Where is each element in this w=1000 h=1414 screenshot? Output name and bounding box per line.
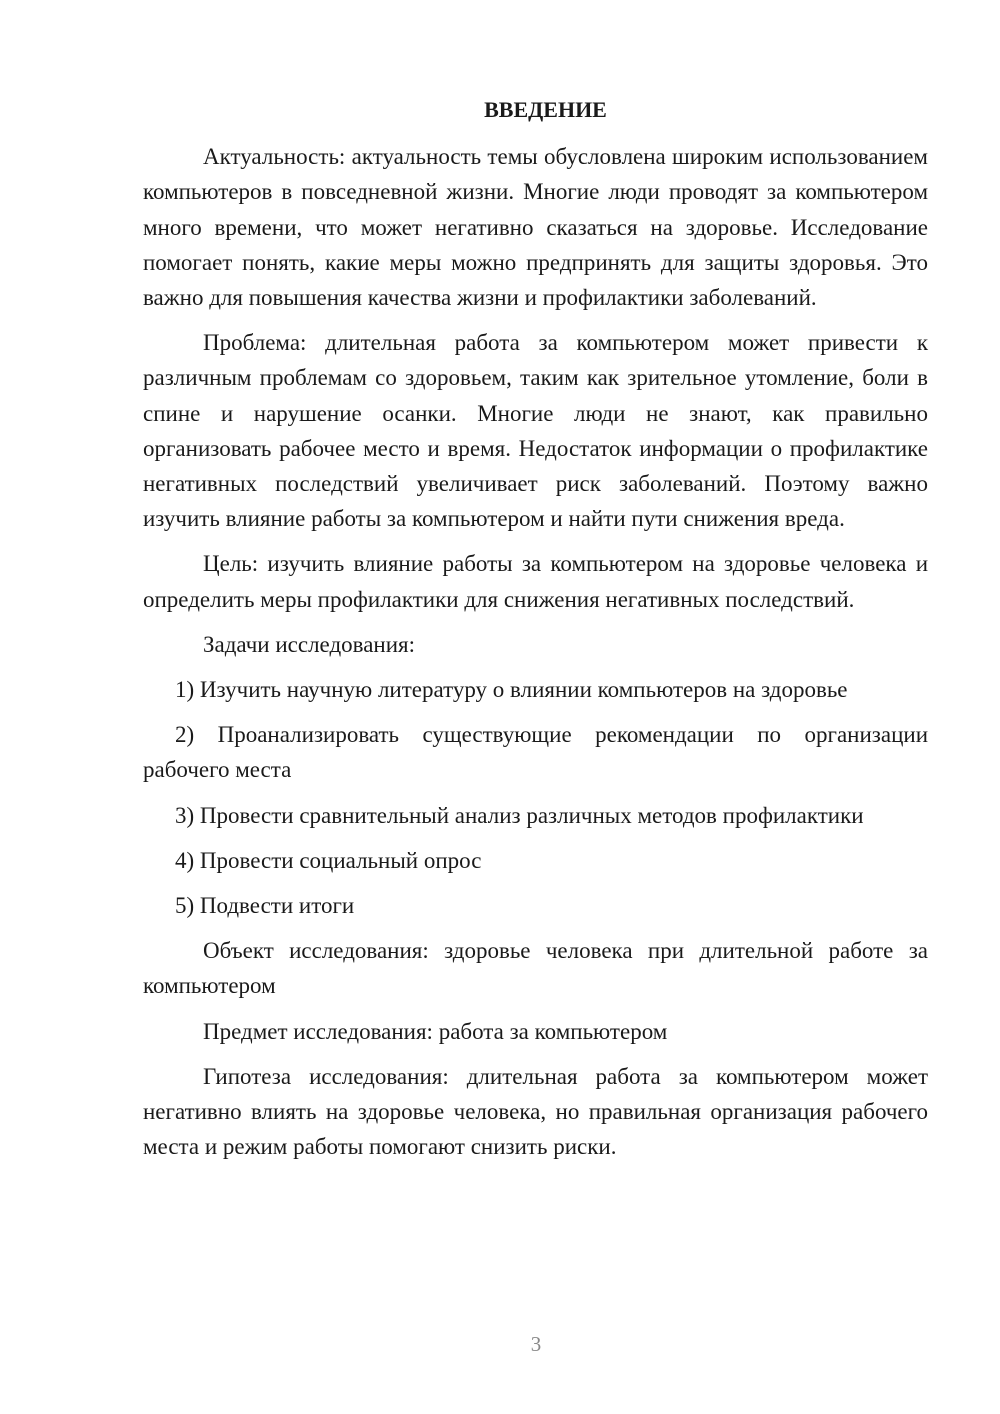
task-item: 5) Подвести итоги	[175, 893, 355, 919]
subject-paragraph: Предмет исследования: работа за компьютером	[203, 1018, 668, 1044]
task-item: 3) Провести сравнительный анализ различных методов профилактики	[175, 802, 864, 828]
task-item: 1) Изучить научную литературу о влиянии компьютеров на здоровье	[175, 677, 848, 703]
relevance-paragraph: Актуальность: актуальность темы обусловлена широким использованием компьютеров в повседневной жизни. Многие люди проводят за компьютером много времени, что может негативно сказаться на здоровье. Исследование помогает понять, какие меры можно предпринять для защиты здоровья. Это важно для повышения качества жизни и профилактики заболеваний.	[143, 144, 928, 311]
section-title: ВВЕДЕНИЕ	[484, 97, 607, 122]
task-item: 4) Провести социальный опрос	[175, 847, 482, 873]
page-number: 3	[530, 1332, 542, 1356]
document-page	[143, 92, 928, 1174]
task-item: 2) Проанализировать существующие рекомендации по организации рабочего места	[143, 722, 928, 783]
hypothesis-paragraph: Гипотеза исследования: длительная работа за компьютером может негативно влиять на здоровье человека, но правильная организация рабочего места и режим работы помогают снизить риски.	[143, 1063, 928, 1160]
goal-paragraph: Цель: изучить влияние работы за компьютером на здоровье человека и определить меры профилактики для снижения негативных последствий.	[143, 551, 928, 612]
tasks-heading: Задачи исследования:	[203, 631, 416, 657]
object-paragraph: Объект исследования: здоровье человека при длительной работе за компьютером	[143, 938, 928, 999]
problem-paragraph: Проблема: длительная работа за компьютером может привести к различным проблемам со здоровьем, таким как зрительное утомление, боли в спине и нарушение осанки. Многие люди не знают, как правильно организовать рабочее место и время. Недостаток информации о профилактике негативных последствий увеличивает риск заболеваний. Поэтому важно изучить влияние работы за компьютером и найти пути снижения вреда.	[143, 330, 928, 532]
